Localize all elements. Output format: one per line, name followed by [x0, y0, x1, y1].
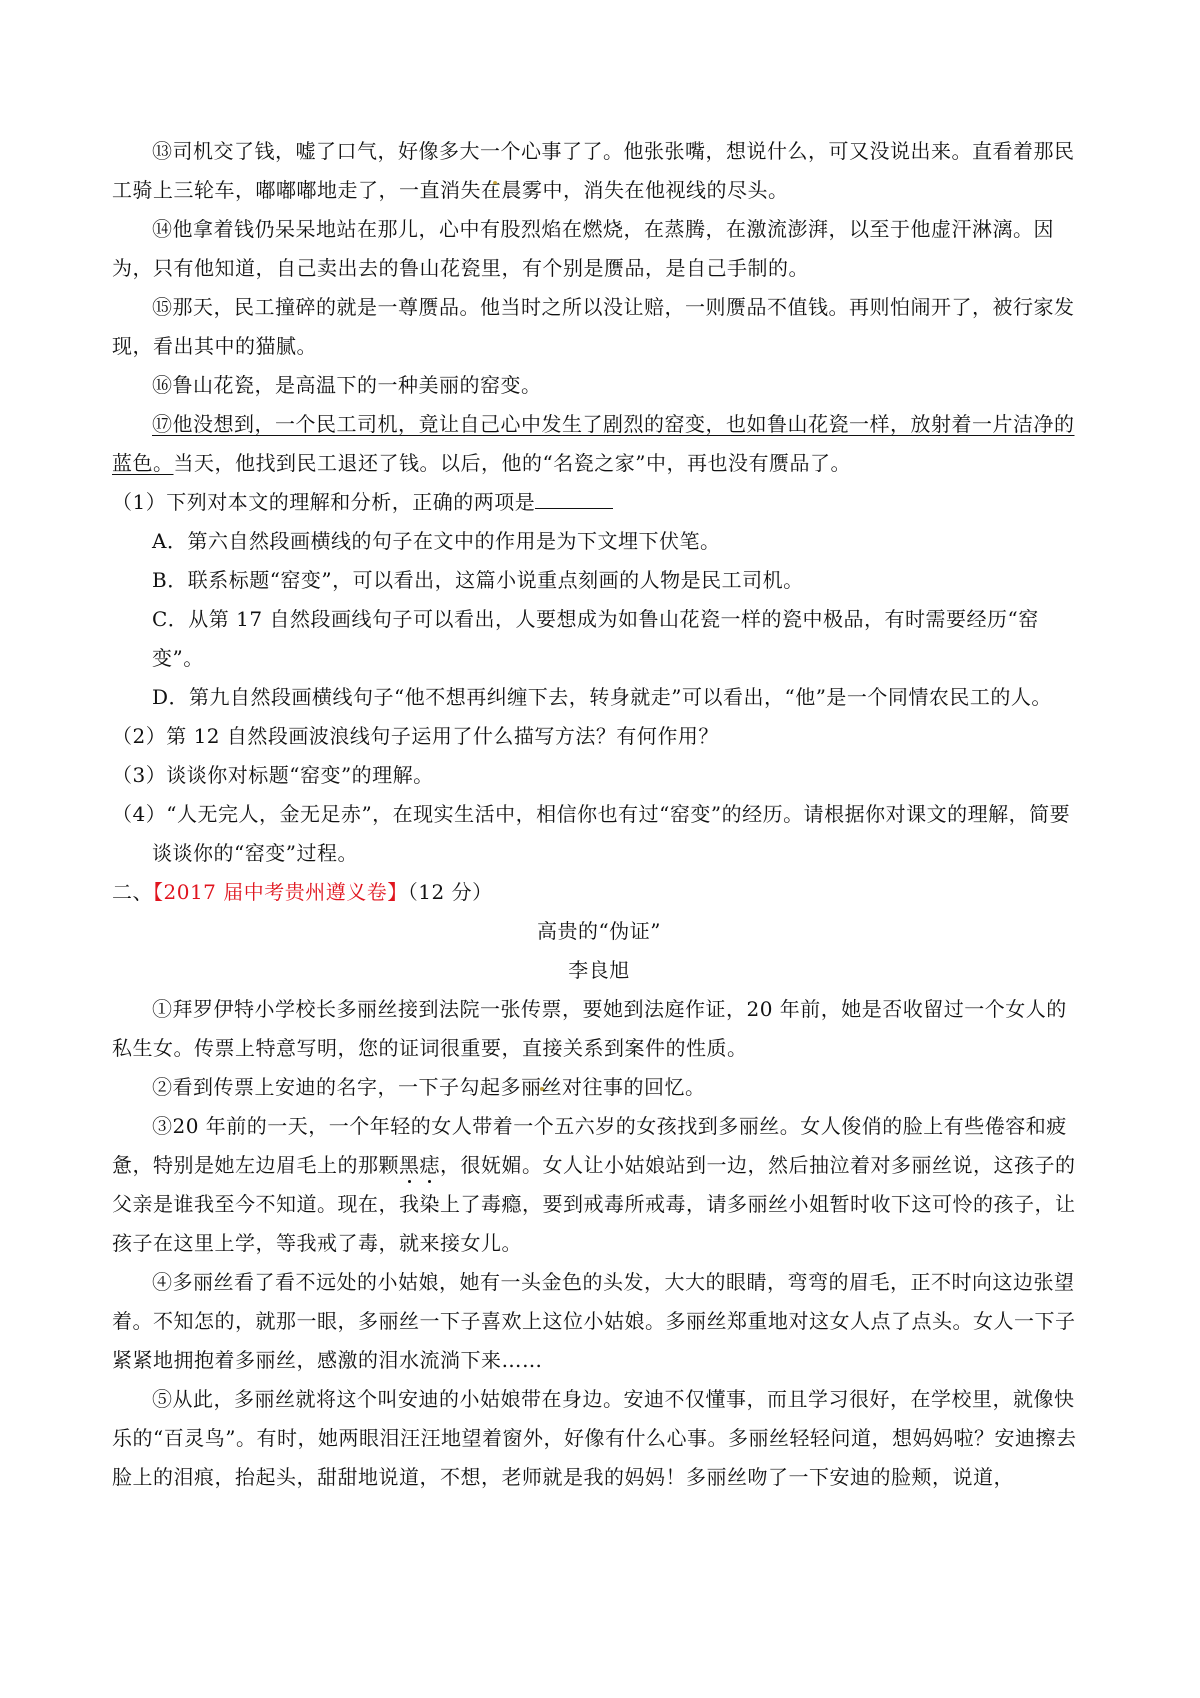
paragraph-2: ②看到传票上安迪的名字，一下子勾起多丽丝对往事的回忆。	[152, 1075, 706, 1099]
paragraph-1: ①拜罗伊特小学校长多丽丝接到法院一张传票，要她到法庭作证，20 年前，她是否收留过一个女人的私生女。传票上特意写明，您的证词很重要，直接关系到案件的性质。	[112, 997, 1067, 1060]
option-b: B．联系标题“窑变”，可以看出，这篇小说重点刻画的人物是民工司机。	[152, 568, 804, 592]
article-title: 高贵的“伪证”	[537, 919, 661, 943]
option-c: C．从第 17 自然段画线句子可以看出，人要想成为如鲁山花瓷一样的瓷中极品，有时需要经历“窑变”。	[152, 607, 1039, 670]
question-4: （4）“人无完人，金无足赤”，在现实生活中，相信你也有过“窑变”的经历。请根据你对课文的理解，简要谈谈你的“窑变”过程。	[112, 802, 1071, 865]
section-2-heading	[112, 873, 1086, 912]
emphasis-dot-char: 黑	[399, 1153, 420, 1177]
option-a: A．第六自然段画横线的句子在文中的作用是为下文埋下伏笔。	[152, 529, 721, 553]
underlined-sentence: ⑰他没想到，一个民工司机，竟让自己心中发生了剧烈的窑变，也如鲁山花瓷一样，放射着一片洁净的蓝色。	[112, 412, 1075, 475]
question-1-text: （1）下列对本文的理解和分析，正确的两项是	[112, 490, 536, 514]
paragraph-5: ⑤从此，多丽丝就将这个叫安迪的小姑娘带在身边。安迪不仅懂事，而且学习很好，在学校里，就像快乐的“百灵鸟”。有时，她两眼泪汪汪地望着窗外，好像有什么心事。多丽丝轻轻问道，想妈妈啦？安迪擦去脸上的泪痕，抬起头，甜甜地说道，不想，老师就是我的妈妈！多丽丝吻了一下安迪的脸颊，说道，	[112, 1387, 1077, 1489]
question-3: （3）谈谈你对标题“窑变”的理解。	[112, 763, 434, 787]
paragraph-3	[112, 1107, 1086, 1263]
question-1	[112, 483, 1086, 522]
document-content	[112, 132, 1086, 1497]
answer-blank[interactable]	[535, 488, 613, 509]
paragraph-3-part-a: ③20 年前的一天，一个年轻的女人带着一个五六岁的女孩找到多丽丝。女人俊俏的脸上有些倦容和疲惫，特别是她左边眉毛上的那颗	[112, 1114, 1067, 1177]
option-d: D．第九自然段画横线句子“他不想再纠缠下去，转身就走”可以看出，“他”是一个同情农民工的人。	[152, 685, 1052, 709]
paragraph-3-part-b: ，很妩媚。女人让小姑娘站到一边，然后抽泣着对多丽丝说，这孩子的父亲是谁我至今不知道。现在，我染上了毒瘾，要到戒毒所戒毒，请多丽丝小姐暂时收下这可怜的孩子，让孩子在这里上学，等我戒了毒，就来接女儿。	[112, 1153, 1076, 1255]
paragraph-14: ⑭他拿着钱仍呆呆地站在那儿，心中有股烈焰在燃烧，在蒸腾，在激流澎湃，以至于他虚汗淋漓。因为，只有他知道，自己卖出去的鲁山花瓷里，有个别是赝品，是自己手制的。	[112, 217, 1054, 280]
paragraph-16: ⑯鲁山花瓷，是高温下的一种美丽的窑变。	[152, 373, 542, 397]
question-2: （2）第 12 自然段画波浪线句子运用了什么描写方法？有何作用？	[112, 724, 719, 748]
paragraph-13: ⑬司机交了钱，嘘了口气，好像多大一个心事了了。他张张嘴，想说什么，可又没说出来。直看着那民工骑上三轮车，嘟嘟嘟地走了，一直消失在晨雾中，消失在他视线的尽头。	[112, 139, 1075, 202]
paragraph-4: ④多丽丝看了看不远处的小姑娘，她有一头金色的头发，大大的眼睛，弯弯的眉毛，正不时向这边张望着。不知怎的，就那一眼，多丽丝一下子喜欢上这位小姑娘。多丽丝郑重地对这女人点了点头。女人一下子紧紧地拥抱着多丽丝，感激的泪水流淌下来……	[112, 1270, 1076, 1372]
section-2-source: 【2017 届中考贵州遵义卷】	[153, 880, 408, 904]
section-2-score: （12 分）	[407, 880, 493, 904]
paragraph-17	[112, 405, 1086, 483]
emphasis-dot-char: 痣	[419, 1153, 440, 1177]
section-2-number: 二、	[112, 880, 153, 904]
paragraph-15: ⑮那天，民工撞碎的就是一尊赝品。他当时之所以没让赔，一则赝品不值钱。再则怕闹开了，被行家发现，看出其中的猫腻。	[112, 295, 1075, 358]
paragraph-17-rest: 当天，他找到民工退还了钱。以后，他的“名瓷之家”中，再也没有赝品了。	[173, 451, 851, 475]
article-author: 李良旭	[568, 958, 630, 982]
